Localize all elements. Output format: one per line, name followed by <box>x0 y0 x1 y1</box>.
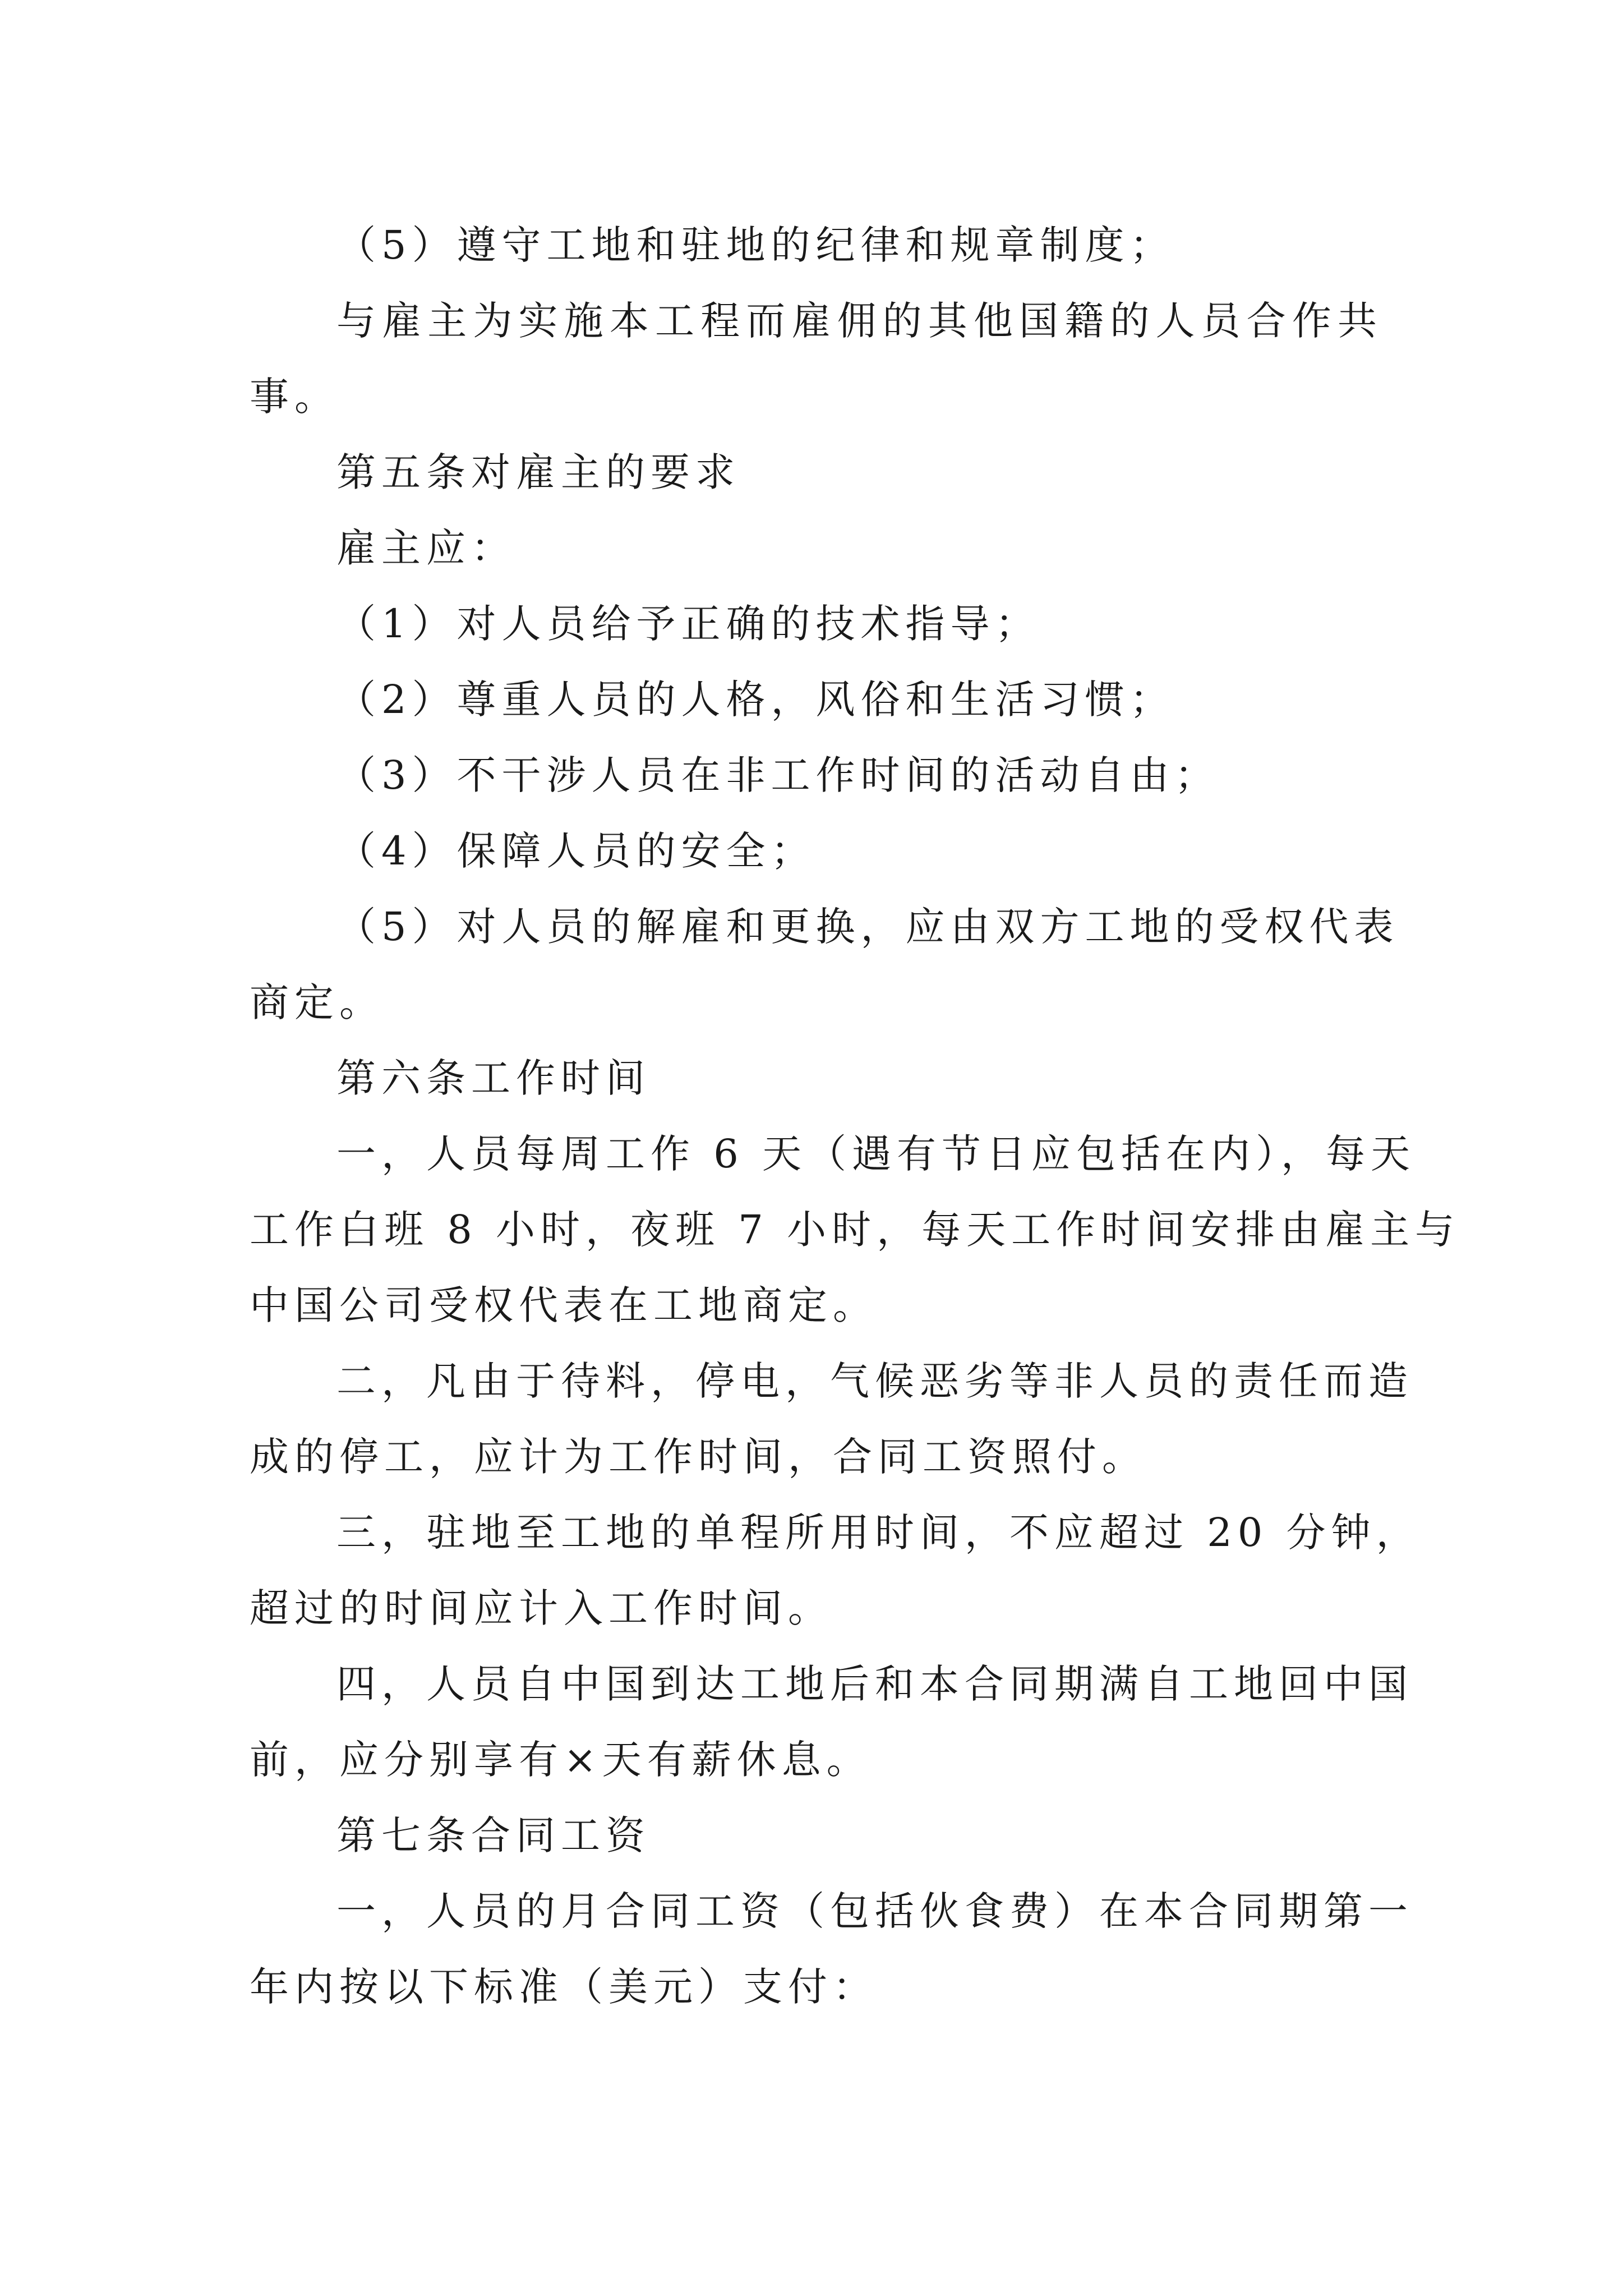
paragraph-line: 成的停工，应计为工作时间，合同工资照付。 <box>250 1434 1147 1480</box>
paragraph-line: 商定。 <box>250 979 384 1025</box>
clause-line: （2）尊重人员的人格，风俗和生活习惯； <box>336 677 1175 723</box>
paragraph-line: 雇主应： <box>336 525 516 571</box>
clause-line: （5）遵守工地和驻地的纪律和规章制度； <box>336 222 1175 268</box>
clause-line: （3）不干涉人员在非工作时间的活动自由； <box>336 752 1220 798</box>
paragraph-line: 前，应分别享有×天有薪休息。 <box>250 1737 872 1783</box>
document-body <box>250 208 1460 2025</box>
paragraph-line: 超过的时间应计入工作时间。 <box>250 1585 833 1631</box>
paragraph-line: 四，人员自中国到达工地后和本合同期满自工地回中国 <box>336 1661 1413 1707</box>
section-heading: 第六条工作时间 <box>336 1055 651 1101</box>
clause-line: （4）保障人员的安全； <box>336 828 816 874</box>
paragraph-line: 与雇主为实施本工程而雇佣的其他国籍的人员合作共 <box>336 298 1382 344</box>
section-heading: 第五条对雇主的要求 <box>336 449 740 495</box>
paragraph-line: 三，驻地至工地的单程所用时间，不应超过 20 分钟， <box>336 1510 1421 1556</box>
clause-line: （1）对人员给予正确的技术指导； <box>336 601 1040 647</box>
paragraph-line: 一，人员的月合同工资（包括伙食费）在本合同期第一 <box>336 1888 1413 1934</box>
paragraph-line: 工作白班 8 小时，夜班 7 小时，每天工作时间安排由雇主与 <box>250 1207 1460 1253</box>
paragraph-line: 二，凡由于待料，停电，气候恶劣等非人员的责任而造 <box>336 1358 1413 1404</box>
section-heading: 第七条合同工资 <box>336 1812 651 1858</box>
paragraph-line: 事。 <box>250 374 339 420</box>
clause-line: （5）对人员的解雇和更换，应由双方工地的受权代表 <box>336 904 1399 950</box>
paragraph-line: 一，人员每周工作 6 天（遇有节日应包括在内），每天 <box>336 1131 1416 1177</box>
paragraph-line: 中国公司受权代表在工地商定。 <box>250 1282 878 1328</box>
paragraph-line: 年内按以下标准（美元）支付： <box>250 1964 878 2010</box>
